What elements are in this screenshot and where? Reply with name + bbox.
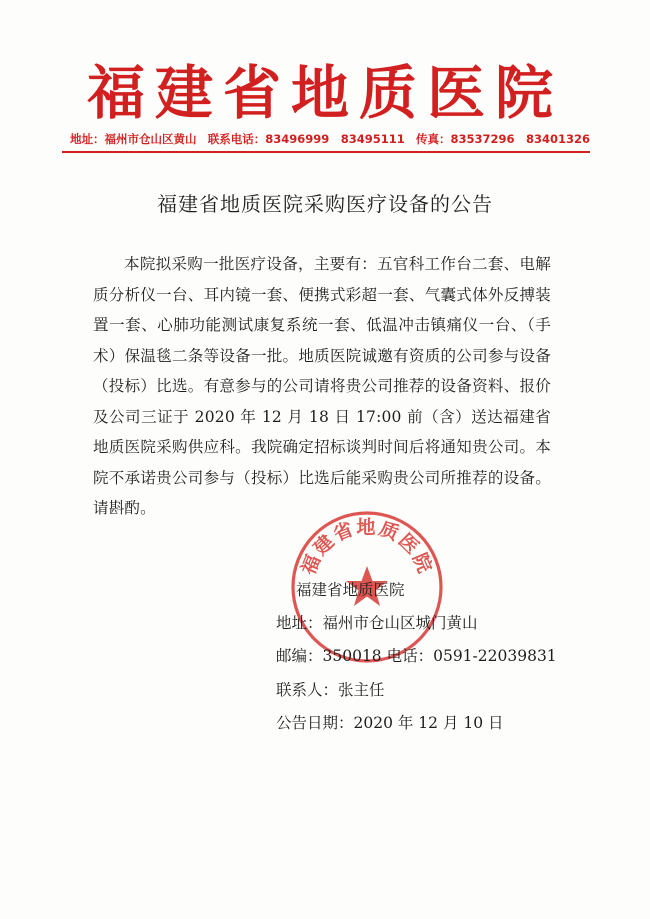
signature-address: 地址：福州市仓山区城门黄山 [276, 614, 478, 632]
letterhead-address: 地址：福州市仓山区黄山 [70, 132, 197, 146]
signature-organization: 福建省地质医院 [296, 581, 405, 599]
letterhead-phone: 联系电话：83496999 83495111 [207, 132, 405, 146]
letterhead-fax: 传真：83537296 83401326 [415, 132, 590, 146]
notice-body: 本院拟采购一批医疗设备，主要有：五官科工作台二套、电解质分析仪一台、耳内镜一套、便携式彩超一套、气囊式体外反搏装置一套、心肺功能测试康复系统一套、低温冲击镇痛仪一台、（手术）保温毯二条等设备一批。地质医院诚邀有资质的公司参与设备（投标）比选。有意参与的公司请将贵公司推荐的设备资料、报价及公司三证于 2020 年 12 月 18 日 17:00 前（含）送达福建省地质医院采购供应科。我院确定招标谈判时间后将通知贵公司。本院不承诺贵公司参与（投标）比选后能采购贵公司所推荐的设备。请斟酌。 [93, 255, 551, 517]
signature-postcode-phone: 邮编：350018 电话：0591-22039831 [276, 647, 557, 665]
seal-text: 福建省地质医院 [297, 516, 437, 578]
signature-announcement-date: 公告日期：2020 年 12 月 10 日 [276, 714, 504, 732]
notice-title: 福建省地质医院采购医疗设备的公告 [157, 192, 493, 216]
signature-contact-person: 联系人：张主任 [276, 681, 385, 699]
letterhead-divider [62, 151, 590, 153]
letterhead-contact-line [70, 131, 590, 147]
letterhead-hospital-name: 福建省地质医院 [86, 59, 563, 127]
